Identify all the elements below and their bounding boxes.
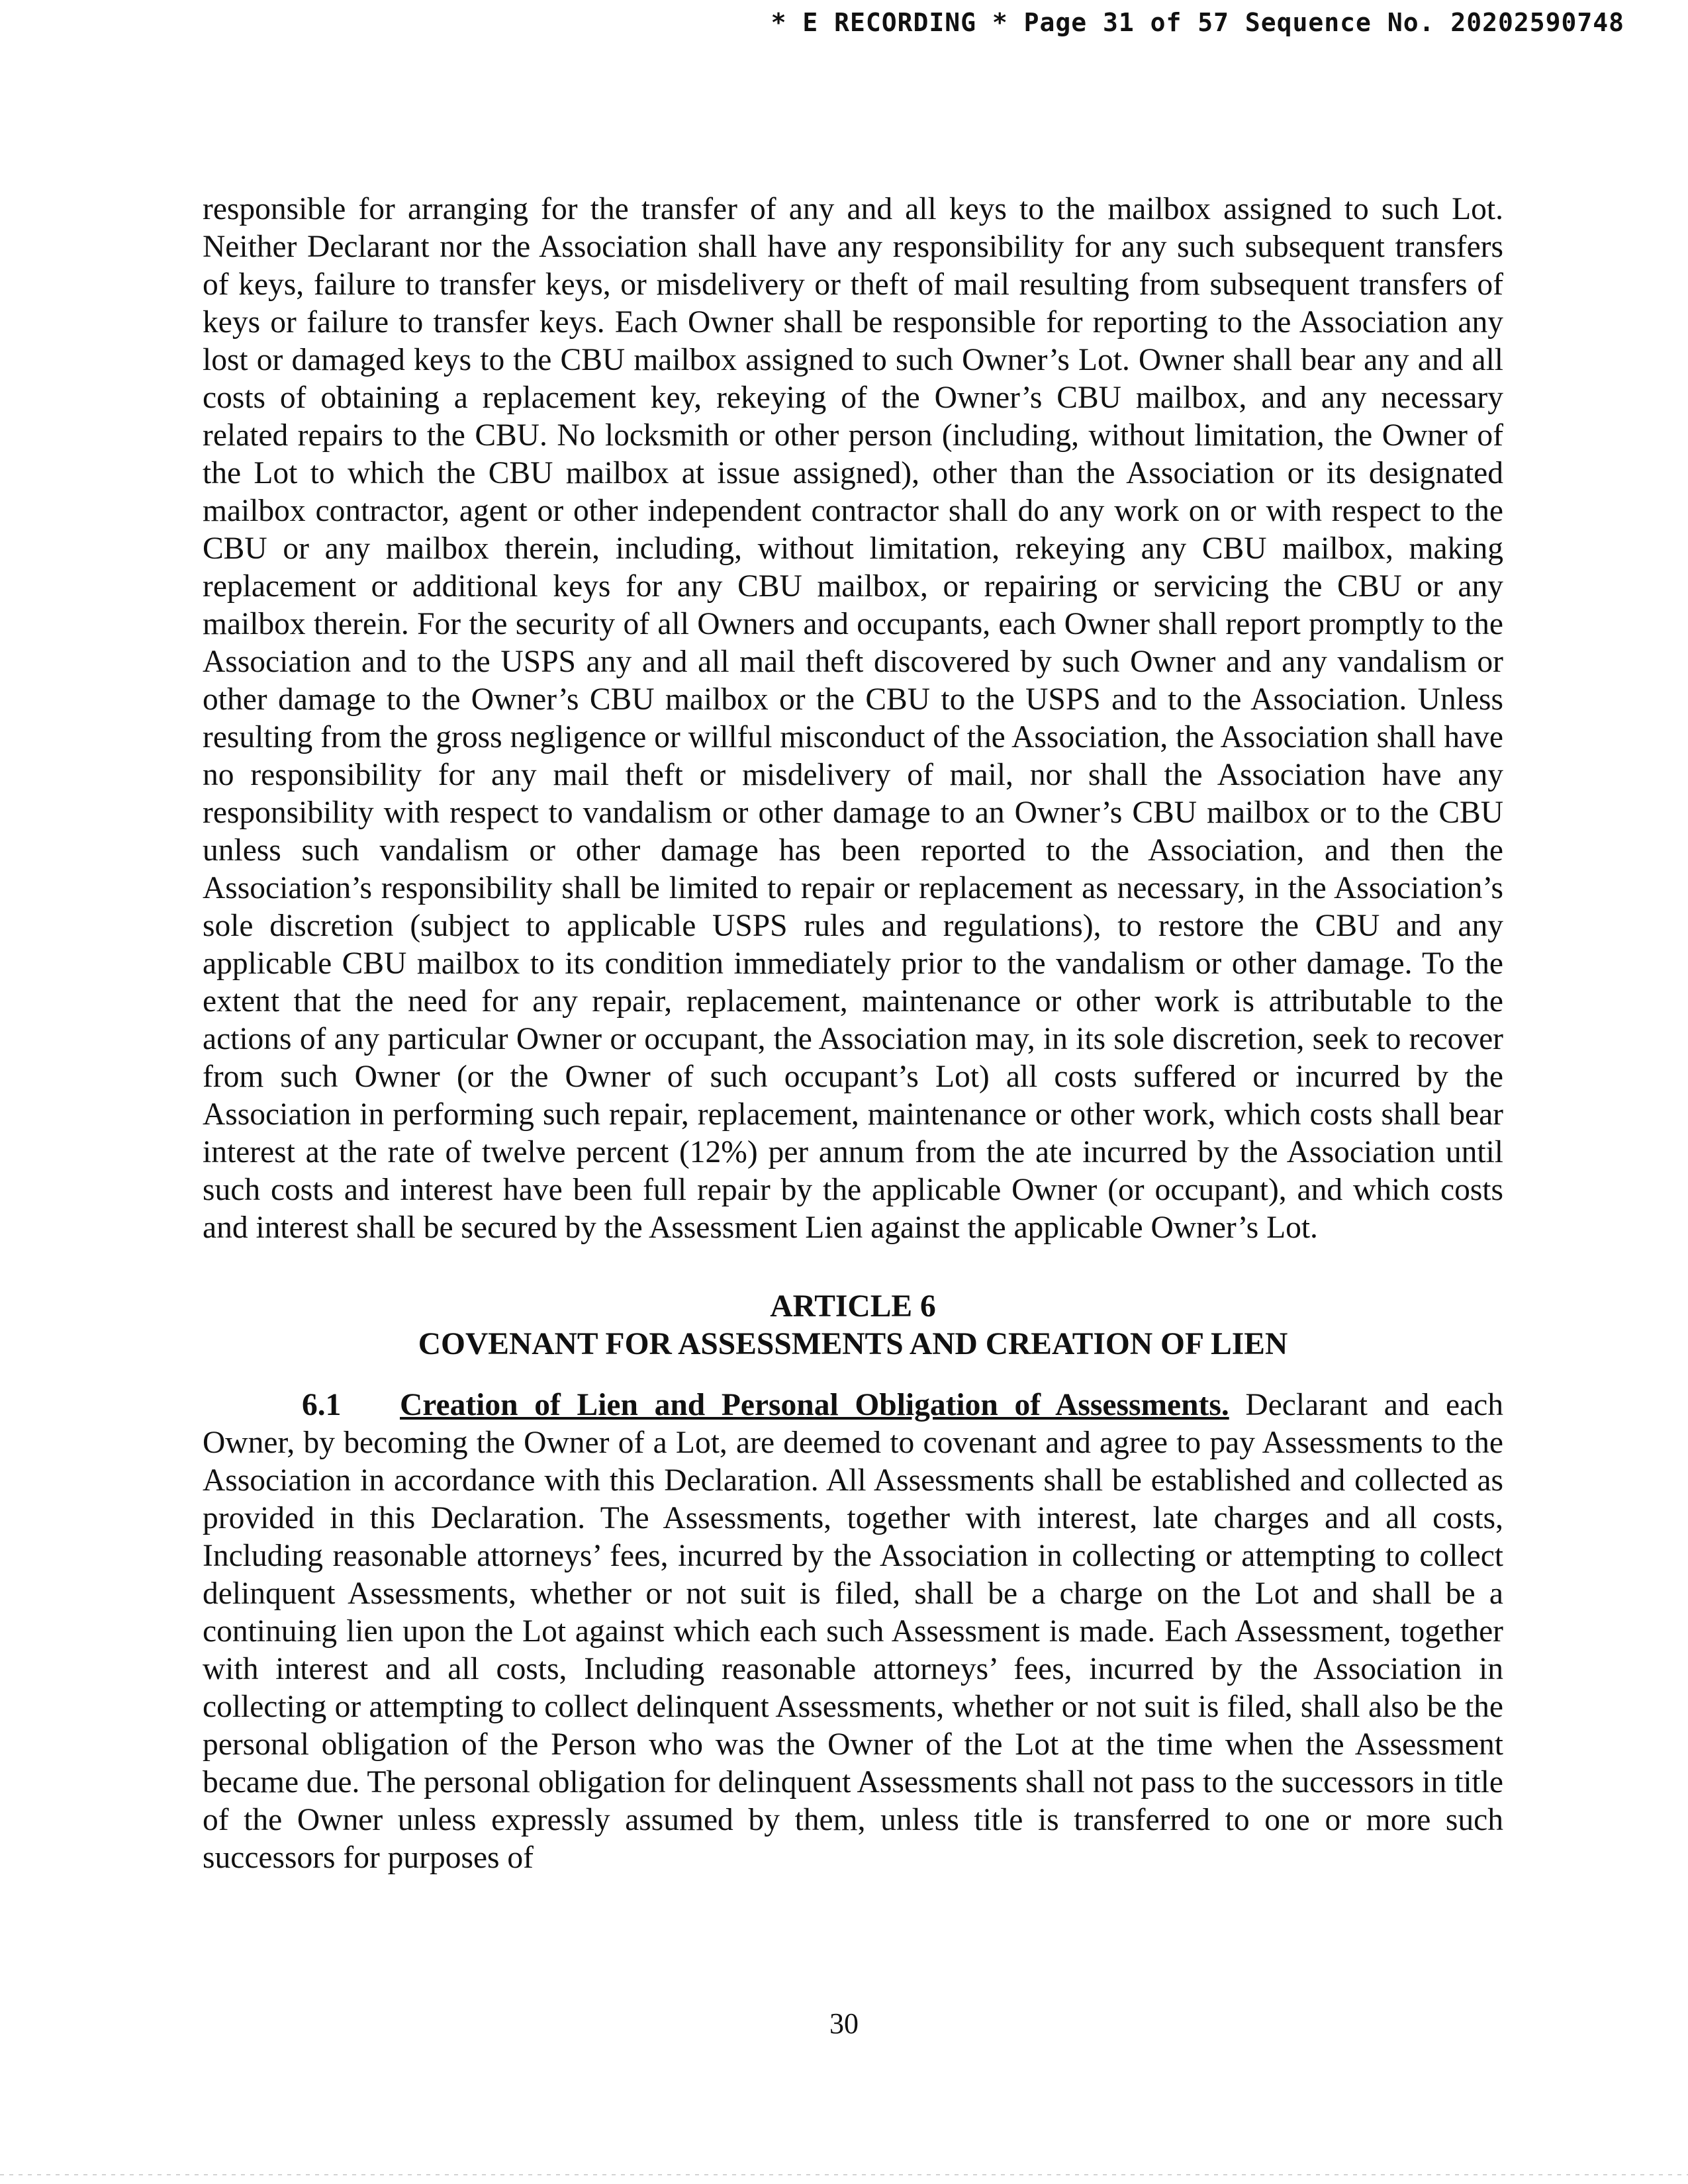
section-text: Declarant and each Owner, by becoming the Owner of a Lot, are deemed to covenant and agree to pay Assessments to the Association in accordance with this Declaration. All Assessments shall be established and collected as provided in this Declaration. The Assessments, together with interest, late charges and all costs, Including reasonable attorneys’ fees, incurred by the Association in collecting or attempting to collect delinquent Assessments, whether or not suit is filed, shall be a charge on the Lot and shall be a continuing lien upon the Lot against which each such Assessment is made. Each Assessment, together with interest and all costs, Including reasonable attorneys’ fees, incurred by the Association in collecting or attempting to collect delinquent Assessments, whether or not suit is filed, shall also be the personal obligation of the Person who was the Owner of the Lot at the time when the Assessment became due. The personal obligation for delinquent Assessments shall not pass to the successors in title of the Owner unless expressly assumed by them, unless title is transferred to one or more such successors for purposes of [203, 1388, 1503, 1875]
article-title: COVENANT FOR ASSESSMENTS AND CREATION OF LIEN [418, 1327, 1288, 1361]
section-title: Creation of Lien and Personal Obligation of Assessments. [400, 1388, 1229, 1422]
section-6-1-paragraph [203, 1387, 1503, 1877]
section-number: 6.1 [302, 1388, 342, 1422]
document-body [203, 191, 1503, 1877]
article-heading [203, 1288, 1503, 1363]
scan-edge-artifact [0, 2174, 1688, 2175]
page-number: 30 [829, 2007, 859, 2040]
article-number: ARTICLE 6 [770, 1289, 936, 1324]
continued-paragraph: responsible for arranging for the transfer of any and all keys to the mailbox assigned to such Lot. Neither Declarant nor the Association shall have any responsibility for any such subsequent transfers of keys, failure to transfer keys, or misdelivery or theft of mail resulting from subsequent transfers of keys or failure to transfer keys. Each Owner shall be responsible for reporting to the Association any lost or damaged keys to the CBU mailbox assigned to such Owner’s Lot. Owner shall bear any and all costs of obtaining a replacement key, rekeying of the Owner’s CBU mailbox, and any necessary related repairs to the CBU. No locksmith or other person (including, without limitation, the Owner of the Lot to which the CBU mailbox at issue assigned), other than the Association or its designated mailbox contractor, agent or other independent contractor shall do any work on or with respect to the CBU or any mailbox therein, including, without limitation, rekeying any CBU mailbox, making replacement or additional keys for any CBU mailbox, or repairing or servicing the CBU or any mailbox therein. For the security of all Owners and occupants, each Owner shall report promptly to the Association and to the USPS any and all mail theft discovered by such Owner and any vandalism or other damage to the Owner’s CBU mailbox or the CBU to the USPS and to the Association. Unless resulting from the gross negligence or willful misconduct of the Association, the Association shall have no responsibility for any mail theft or misdelivery of mail, nor shall the Association have any responsibility with respect to vandalism or other damage to an Owner’s CBU mailbox or to the CBU unless such vandalism or other damage has been reported to the Association, and then the Association’s responsibility shall be limited to repair or replacement as necessary, in the Association’s sole discretion (subject to applicable USPS rules and regulations), to restore the CBU and any applicable CBU mailbox to its condition immediately prior to the vandalism or other damage. To the extent that the need for any repair, replacement, maintenance or other work is attributable to the actions of any particular Owner or occupant, the Association may, in its sole discretion, seek to recover from such Owner (or the Owner of such occupant’s Lot) all costs suffered or incurred by the Association in performing such repair, replacement, maintenance or other work, which costs shall bear interest at the rate of twelve percent (12%) per annum from the ate incurred by the Association until such costs and interest have been full repair by the applicable Owner (or occupant), and which costs and interest shall be secured by the Assessment Lien against the applicable Owner’s Lot. [203, 192, 1503, 1245]
recording-stamp-header: * E RECORDING * Page 31 of 57 Sequence No. 20202590748 [771, 8, 1624, 37]
